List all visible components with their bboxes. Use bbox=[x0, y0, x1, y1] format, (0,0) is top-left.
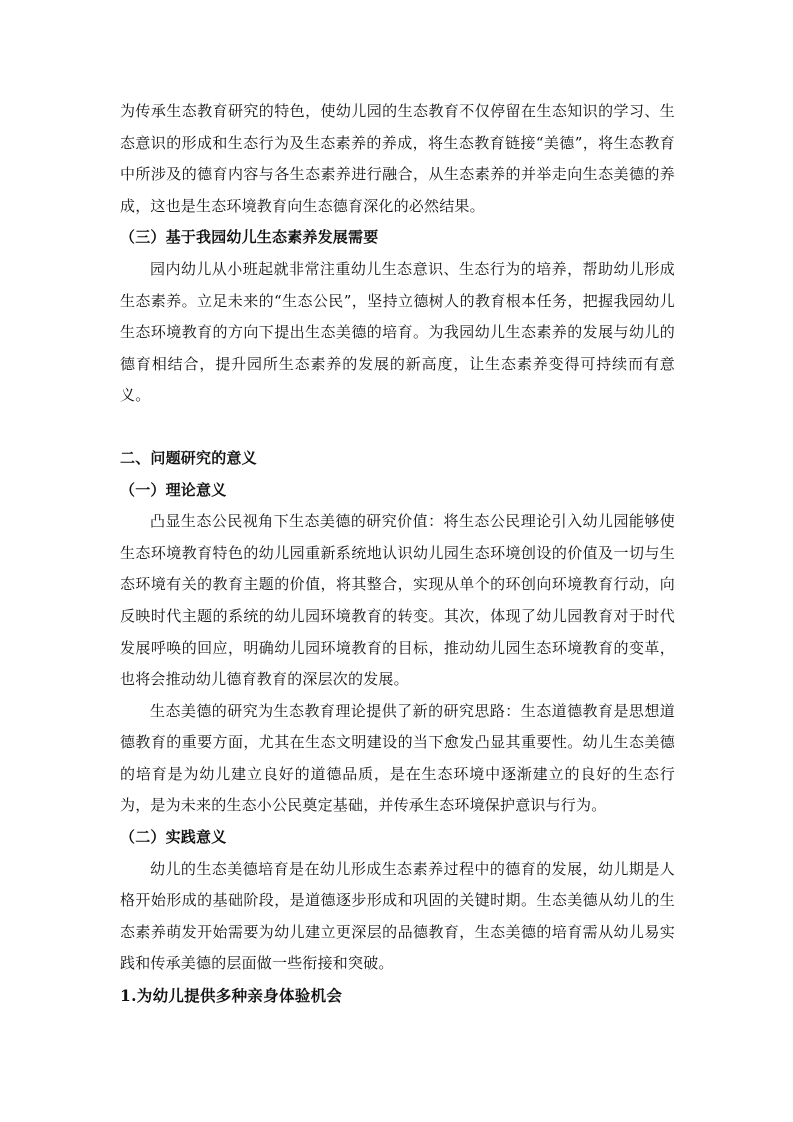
numbered-heading-1: 1.为幼儿提供多种亲身体验机会 bbox=[120, 986, 343, 1006]
paragraph-theory-1: 凸显生态公民视角下生态美德的研究价值：将生态公民理论引入幼儿园能够使生态环境教育特色的幼儿园重新系统地认识幼儿园生态环境创设的价值及一切与生态环境有关的教育主题的价值，将其整合，实现从单个的环创向环境教育行动，向反映时代主题的系统的幼儿园环境教育的转变。其次，体现了幼儿园教育对于时代发展呼唤的回应，明确幼儿园环境教育的目标，推动幼儿园生态环境教育的变革，也将会推动幼儿德育教育的深层次的发展。 bbox=[120, 512, 675, 689]
subheading-theoretical-significance: （一）理论意义 bbox=[120, 480, 227, 499]
document-body bbox=[120, 96, 675, 1012]
section-heading-research-significance: 二、问题研究的意义 bbox=[120, 448, 257, 467]
subheading-practical-significance: （二）实践意义 bbox=[120, 828, 227, 847]
paragraph-theory-2: 生态美德的研究为生态教育理论提供了新的研究思路：生态道德教育是思想道德教育的重要方面，尤其在生态文明建设的当下愈发凸显其重要性。幼儿生态美德的培育是为幼儿建立良好的道德品质，是在生态环境中逐渐建立的良好的生态行为，是为未来的生态小公民奠定基础，并传承生态环境保护意识与行为。 bbox=[120, 701, 675, 815]
subheading-ecological-literacy-needs: （三）基于我园幼儿生态素养发展需要 bbox=[120, 228, 379, 247]
paragraph-ecological-literacy-needs: 园内幼儿从小班起就非常注重幼儿生态意识、生态行为的培养，帮助幼儿形成生态素养。立足未来的“生态公民”，坚持立德树人的教育根本任务，把握我园幼儿生态环境教育的方向下提出生态美德的培育。为我园幼儿生态素养的发展与幼儿的德育相结合，提升园所生态素养的发展的新高度，让生态素养变得可持续而有意义。 bbox=[120, 259, 675, 405]
paragraph-practice: 幼儿的生态美德培育是在幼儿形成生态素养过程中的德育的发展，幼儿期是人格开始形成的基础阶段，是道德逐步形成和巩固的关键时期。生态美德从幼儿的生态素养萌发开始需要为幼儿建立更深层的品德教育，生态美德的培育需从幼儿易实践和传承美德的层面做一些衔接和突破。 bbox=[120, 859, 675, 973]
paragraph-continued: 为传承生态教育研究的特色，使幼儿园的生态教育不仅停留在生态知识的学习、生态意识的形成和生态行为及生态素养的养成，将生态教育链接“美德”，将生态教育中所涉及的德育内容与各生态素养进行融合，从生态素养的并举走向生态美德的养成，这也是生态环境教育向生态德育深化的必然结果。 bbox=[120, 102, 675, 215]
